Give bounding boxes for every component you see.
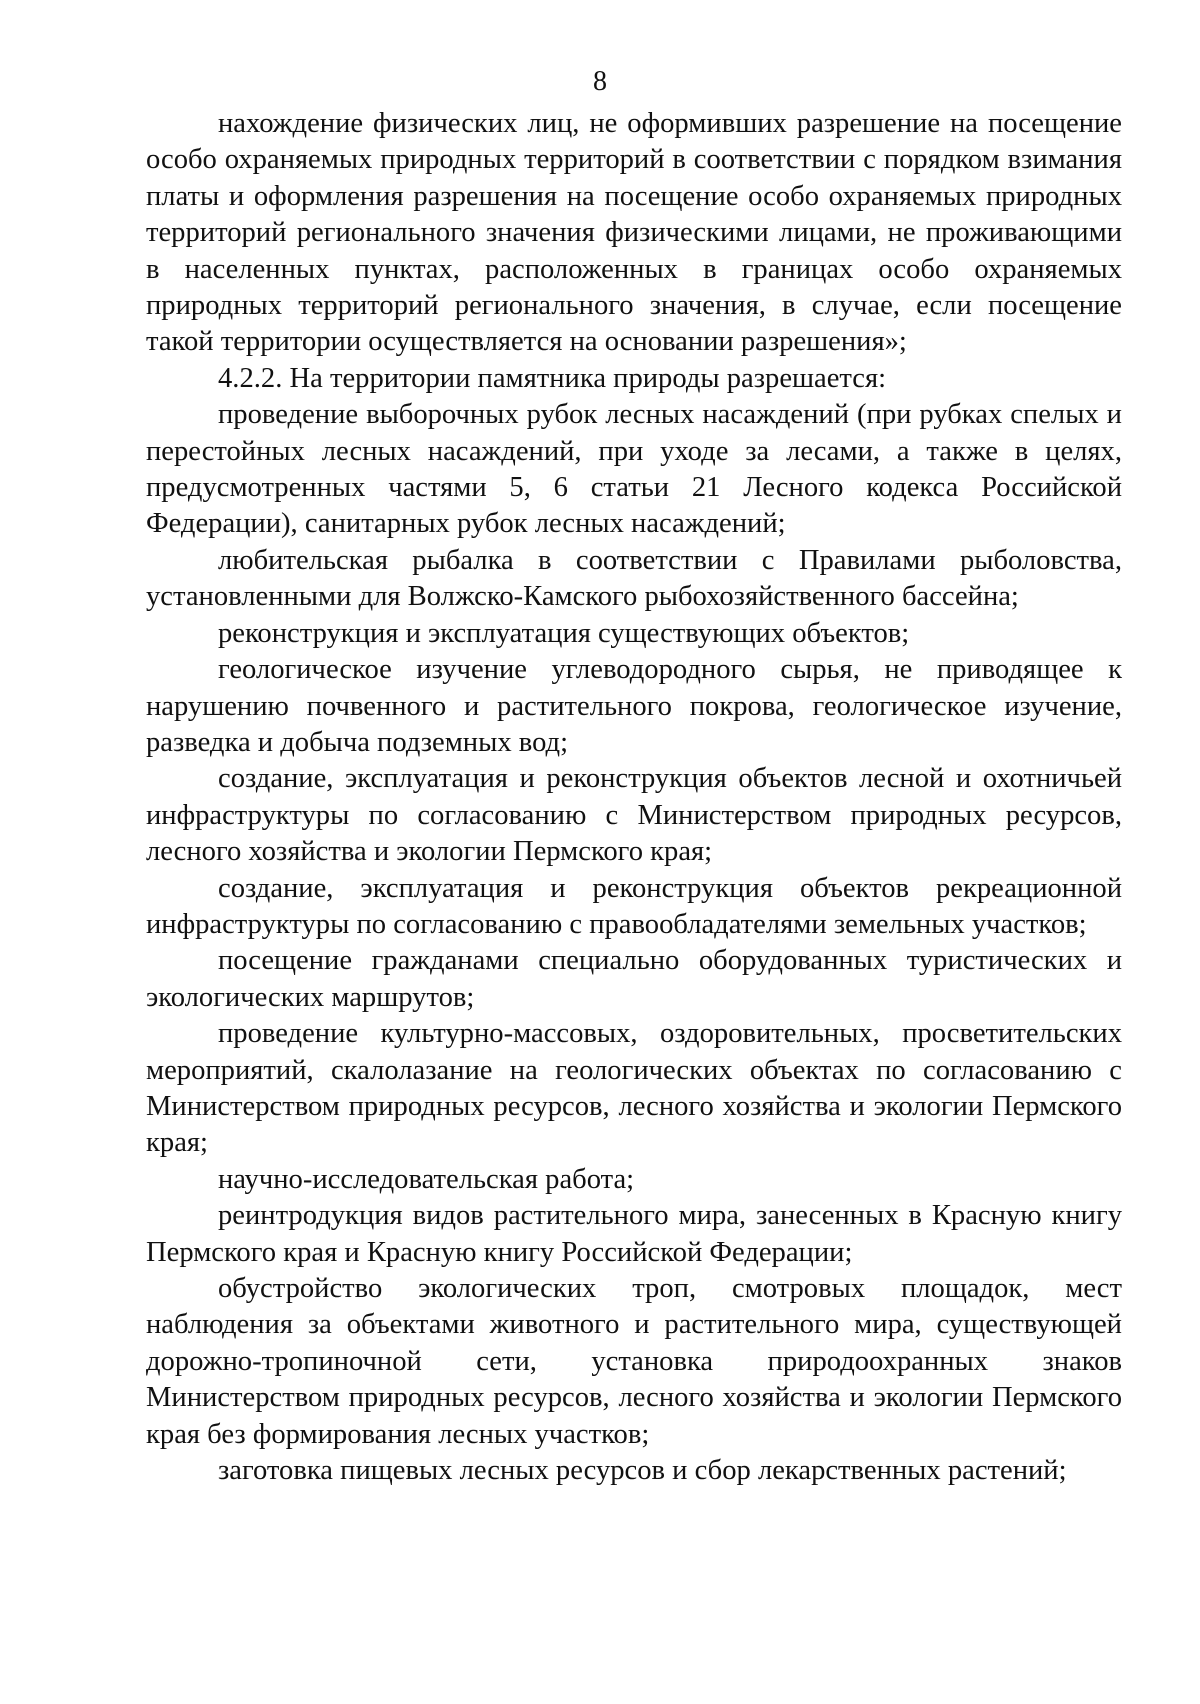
- page-number: 8: [593, 66, 607, 97]
- paragraph-selective-logging: проведение выборочных рубок лесных насаждений (при рубках спелых и перестойных лесных насаждений, при уходе за лесами, а также в целях, предусмотренных частями 5, 6 статьи 21 Лесного кодекса Российской Федерации), санитарных рубок лесных насаждений;: [146, 399, 1122, 540]
- paragraph-amateur-fishing: любительская рыбалка в соответствии с Правилами рыболовства, установленными для Волжско-Камского рыбохозяйственного бассейна;: [146, 544, 1122, 613]
- paragraph-recreational-infrastructure: создание, эксплуатация и реконструкция объектов рекреационной инфраструктуры по согласованию с правообладателями земельных участков;: [146, 872, 1122, 940]
- paragraph-eco-trails: обустройство экологических троп, смотровых площадок, мест наблюдения за объектами животного и растительного мира, существующей дорожно-тропиночной сети, установка природоохранных знаков Министерством природных ресурсов, лесного хозяйства и экологии Пермского края без формирования лесных участков;: [146, 1273, 1122, 1450]
- paragraph-tourist-routes: посещение гражданами специально оборудованных туристических и экологических маршрутов;: [146, 945, 1122, 1013]
- paragraph-presence-violation: нахождение физических лиц, не оформивших разрешение на посещение особо охраняемых природных территорий в соответствии с порядком взимания платы и оформления разрешения на посещение особо охраняемых природных территорий регионального значения физическими лицами, не проживающими в населенных пунктах, расположенных в границах особо охраняемых природных территорий регионального значения, в случае, если посещение такой территории осуществляется на основании разрешения»;: [146, 108, 1122, 358]
- paragraph-food-resources: заготовка пищевых лесных ресурсов и сбор лекарственных растений;: [218, 1455, 1067, 1487]
- paragraph-geological-study: геологическое изучение углеводородного сырья, не приводящее к нарушению почвенного и растительного покрова, геологическое изучение, разведка и добыча подземных вод;: [146, 654, 1122, 758]
- paragraph-reconstruction: реконструкция и эксплуатация существующих объектов;: [218, 617, 910, 649]
- paragraph-reintroduction: реинтродукция видов растительного мира, занесенных в Красную книгу Пермского края и Красную книгу Российской Федерации;: [146, 1200, 1122, 1268]
- paragraph-cultural-events: проведение культурно-массовых, оздоровительных, просветительских мероприятий, скалолазание на геологических объектах по согласованию с Министерством природных ресурсов, лесного хозяйства и экологии Пермского края;: [146, 1018, 1122, 1159]
- paragraph-section-heading: 4.2.2. На территории памятника природы разрешается:: [218, 362, 887, 394]
- paragraph-forest-infrastructure: создание, эксплуатация и реконструкция объектов лесной и охотничьей инфраструктуры по согласованию с Министерством природных ресурсов, лесного хозяйства и экологии Пермского края;: [146, 763, 1122, 868]
- paragraph-research: научно-исследовательская работа;: [218, 1163, 635, 1195]
- document-body: [146, 106, 1122, 1489]
